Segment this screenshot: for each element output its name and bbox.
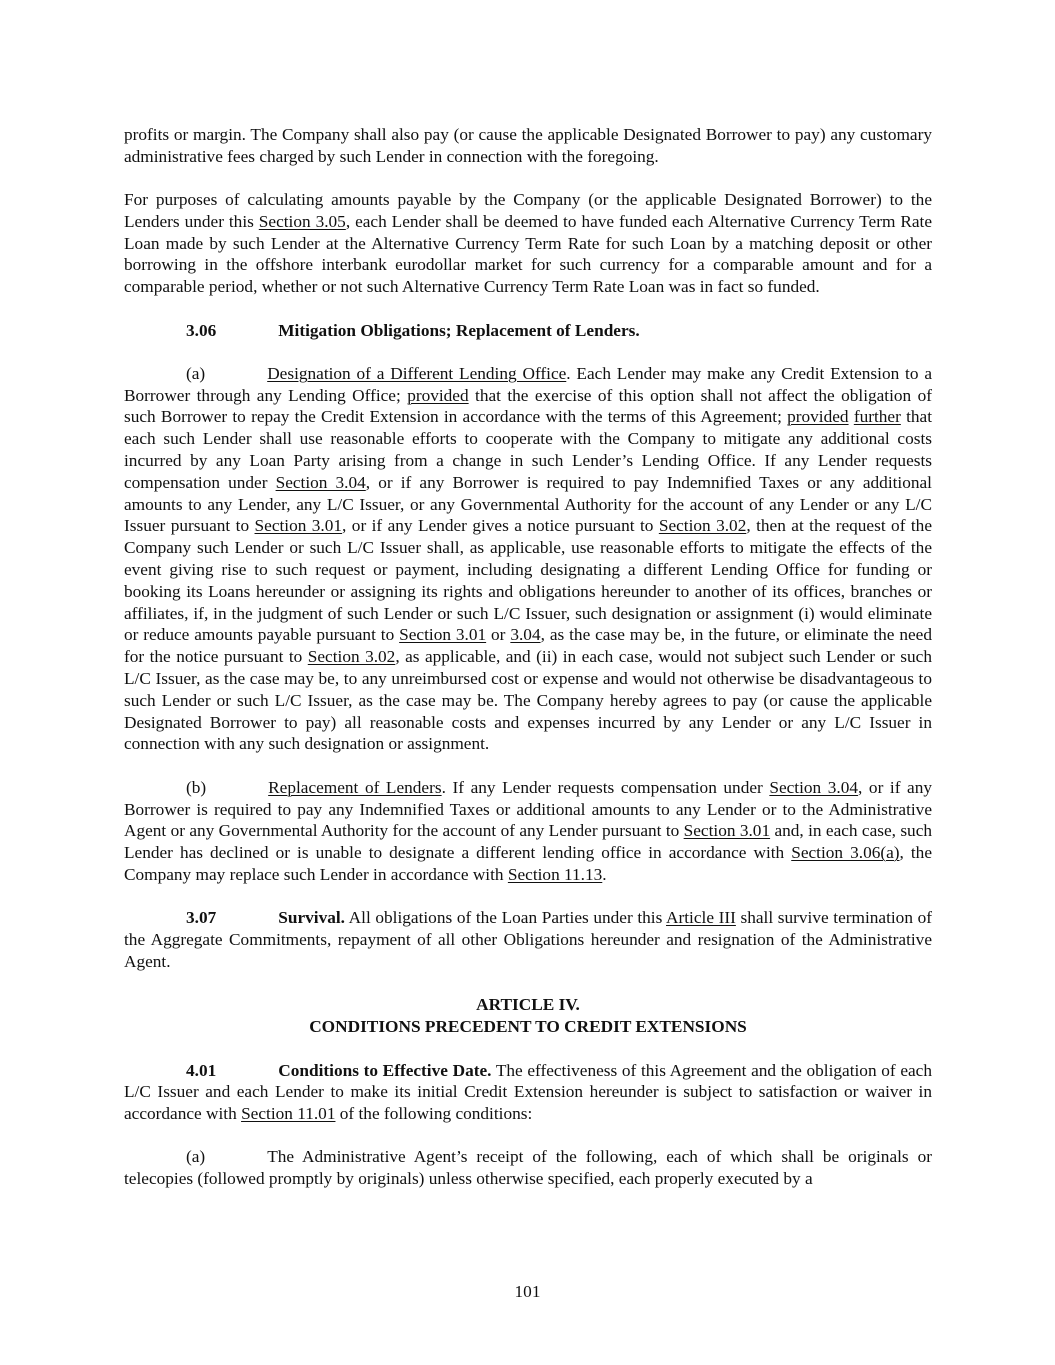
section-ref-link[interactable]: 3.04	[510, 625, 541, 645]
section-number: 3.07	[186, 908, 217, 928]
section-title: Mitigation Obligations; Replacement of Lenders.	[278, 320, 640, 340]
document-page	[124, 124, 932, 1212]
section-4-01-a: (a) The Administrative Agent’s receipt of the following, each of which shall be originals or telecopies (followed promptly by originals) unless otherwise specified, each properly executed by a	[124, 1147, 932, 1189]
further-term: further	[853, 407, 901, 427]
section-ref-link[interactable]: Section 3.04	[275, 472, 366, 492]
section-ref-link[interactable]: Section 3.01	[683, 821, 771, 841]
article-number: ARTICLE IV.	[476, 995, 580, 1015]
paragraph-purposes: For purposes of calculating amounts payable by the Company (or the applicable Designated Borrower) to the Lenders under this Section 3.05, each Lender shall be deemed to have funded each Alternative Currency Term Rate Loan made by such Lender at the Alternative Currency Term Rate for such Loan by a matching deposit or other borrowing in the offshore interbank eurodollar market for such currency for a comparable amount and for a comparable period, whether or not such Alternative Currency Term Rate Loan was in fact so funded.	[124, 190, 932, 297]
section-number: 3.06	[186, 320, 217, 340]
subsection-heading: Replacement of Lenders	[268, 777, 442, 797]
page-number: 101	[514, 1282, 541, 1301]
article-title: CONDITIONS PRECEDENT TO CREDIT EXTENSIONS	[309, 1017, 747, 1037]
section-title: Survival.	[278, 908, 345, 928]
section-ref-link[interactable]: Section 11.13	[507, 864, 603, 884]
section-ref-link[interactable]: Section 3.01	[254, 516, 343, 536]
section-ref-link[interactable]: Section 3.05	[258, 211, 346, 231]
paragraph-profits: profits or margin. The Company shall also pay (or cause the applicable Designated Borrower to pay) any customary administrative fees charged by such Lender in connection with the foregoing.	[124, 125, 932, 166]
section-number: 4.01	[186, 1060, 217, 1080]
section-ref-link[interactable]: Section 3.02	[658, 516, 747, 536]
section-3-06-b: (b) Replacement of Lenders. If any Lender requests compensation under Section 3.04, or if any Borrower is required to pay any Indemnified Taxes or additional amounts to any Lender or to the Administrative Agent or any Governmental Authority for the account of any Lender pursuant to Section 3.01 and, in each case, such Lender has declined or is unable to designate a different lending office in accordance with Section 3.06(a), the Company may replace such Lender in accordance with Section 11.13.	[124, 777, 933, 884]
article-ref-link[interactable]: Article III	[666, 908, 736, 928]
article-heading	[124, 994, 932, 1038]
section-4-01: 4.01 Conditions to Effective Date. The effectiveness of this Agreement and the obligation of each L/C Issuer and each Lender to make its initial Credit Extension hereunder is subject to satisfaction or waiver in accordance with Section 11.01 of the following conditions:	[124, 1060, 932, 1124]
provided-term: provided	[787, 407, 849, 427]
section-ref-link[interactable]: Section 3.02	[307, 647, 396, 667]
section-ref-link[interactable]: Section 11.01	[241, 1104, 336, 1124]
subsection-heading: Designation of a Different Lending Office	[267, 363, 567, 383]
section-ref-link[interactable]: Section 3.04	[769, 777, 859, 797]
section-ref-link[interactable]: Section 3.06(a)	[791, 843, 900, 863]
section-title: Conditions to Effective Date.	[278, 1060, 492, 1080]
section-3-06-a: (a) Designation of a Different Lending Office. Each Lender may make any Credit Extension to a Borrower through any Lending Office; provided that the exercise of this option shall not affect the obligation of such Borrower to repay the Credit Extension in accordance with the terms of this Agreement; provided further that each such Lender shall use reasonable efforts to cooperate with the Company to mitigate any additional costs incurred by any Loan Party arising from a change in such Lender’s Lending Office. If any Lender requests compensation under Section 3.04, or if any Borrower is required to pay Indemnified Taxes or any additional amounts to any Lender, any L/C Issuer, or any Governmental Authority for the account of any Lender or any L/C Issuer pursuant to Section 3.01, or if any Lender gives a notice pursuant to Section 3.02, then at the request of the Company such Lender or such L/C Issuer shall, as applicable, use reasonable efforts to mitigate the effects of the event giving rise to such request or payment, including designating a different Lending Office for funding or booking its Loans hereunder or assigning its rights and obligations hereunder to another of its offices, branches or affiliates, if, in the judgment of such Lender or such L/C Issuer, such designation or assignment (i) would eliminate or reduce amounts payable pursuant to Section 3.01 or 3.04, as the case may be, in the future, or eliminate the need for the notice pursuant to Section 3.02, as applicable, and (ii) in each case, would not subject such Lender or such L/C Issuer, as the case may be, to any unreimbursed cost or expense and would not otherwise be disadvantageous to such Lender or such L/C Issuer, as the case may be. The Company hereby agrees to pay (or cause the applicable Designated Borrower to pay) all reasonable costs and expenses incurred by any Lender or any L/C Issuer in connection with any such designation or assignment.	[124, 363, 932, 754]
section-3-07: 3.07 Survival. All obligations of the Loan Parties under this Article III shall survive termination of the Aggregate Commitments, repayment of all other Obligations hereunder and resignation of the Administrative Agent.	[124, 908, 932, 971]
section-ref-link[interactable]: Section 3.01	[399, 625, 487, 645]
section-3-06-heading	[124, 320, 932, 342]
provided-term: provided	[407, 385, 469, 405]
